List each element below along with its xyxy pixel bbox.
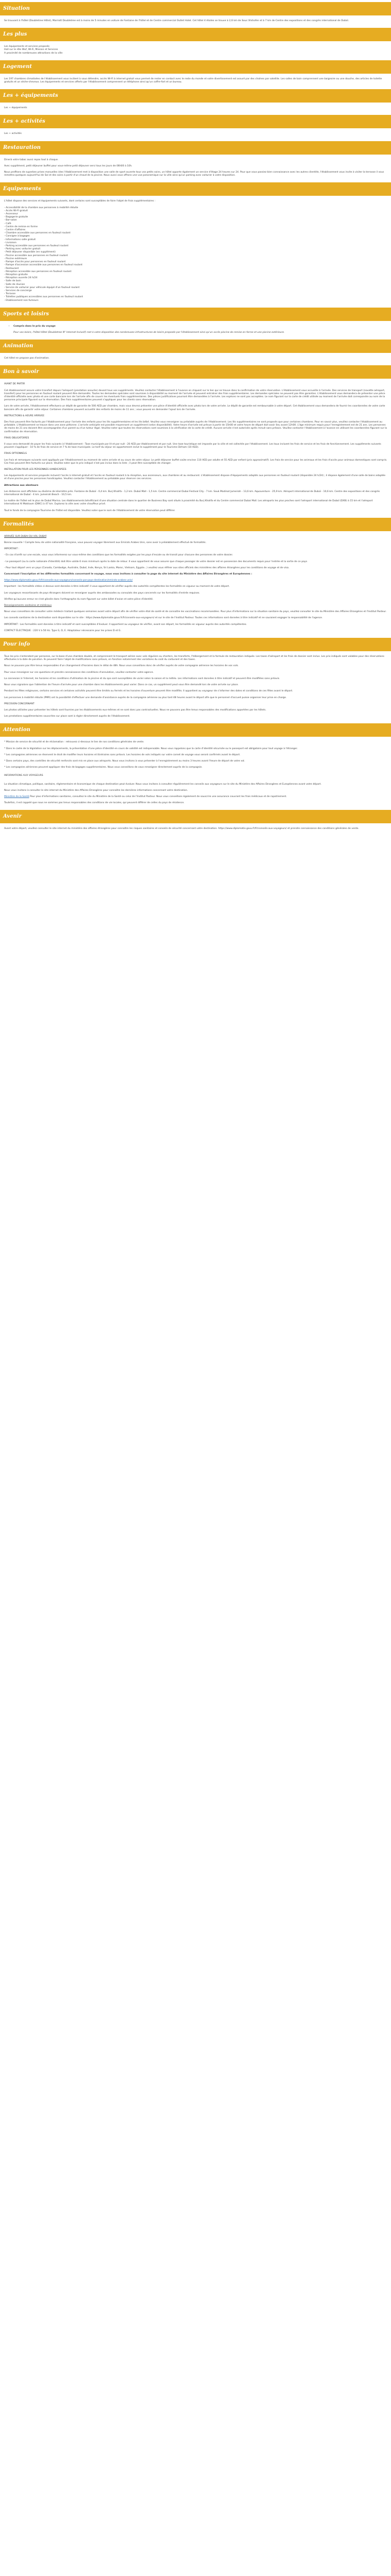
formalites-p12: CONTACT ÉLECTRIQUE : 220 V à 50 Hz. Type G, D, E. Adaptateur nécessaire pour les prises D et G. [4, 629, 121, 632]
equipement-item: - Services de concierge [4, 289, 32, 292]
equipement-item: - Petit déjeuner disponible (en supplément) [4, 251, 56, 254]
situation-section [0, 20, 391, 23]
equipement-item: - Bagagerie gratuite [4, 216, 28, 219]
section-heading-pour-info: Pour info [0, 638, 391, 651]
section-heading-avenir: Avenir [0, 810, 391, 823]
equipement-item: - Terrasse [4, 293, 16, 296]
equipement-item: - Piscine extérieure [4, 257, 27, 260]
equipement-item: - Réception accessible aux personnes en fauteuil roulant [4, 270, 72, 273]
attention-p2: Nous vous invitons à consulter le site internet du Ministère des Affaires Etrangères pour connaître les dernières informations concernant votre destination. [4, 789, 188, 792]
formalites-p10: Les conseils sanitaires de la destination sont disponibles sur le site : https://www.diplomatie.gouv.fr/fr/conseils-aux-voyageurs/ et sur le site de l'Institut Pasteur. Toutes ces informations sont données à titre indicatif et ne sauraient engager la responsabilité de l'agence. [4, 617, 323, 620]
pour-info-p6: Pendant les fêtes religieuses, certains services et certaines activités peuvent être limités ou fermés et les horaires d'ouverture peuvent être modifiés. Il appartient au voyageur de s'informer des dates et conditions de ces fêtes avant le départ. [4, 690, 293, 693]
attention-bullet: * Les compagnies aériennes se réservent le droit de modifier leurs horaires et itinéraires sans préavis. Les horaires de vols indiqués sur votre carnet de voyage vous seront confirmés avant le départ. [4, 753, 240, 756]
equipement-item: - Rampe d'accès pour personnes en fauteuil roulant [4, 261, 66, 264]
equipement-item: - Etablissement non-fumeurs [4, 299, 39, 302]
bon-a-savoir-p3: Des frais peuvent être facturés par l'établissement pour l'arrivée des enfants pour les lits supplémentaires et les lits bébé. Veuillez vous renseigner au préalable auprès de l'établissement. Les lits supplémentaires ne sont proposés que pour certaines chambres. Pour en savoir plus, veuillez contacter l'établissement au préalable. L'établissement se trouve dans une zone piétonne. L'arrivée anticipée est possible moyennant un supplément (selon disponibilité). Votre heure d'arrivée est prévue à partir de 15h00 et votre heure de départ doit avoir lieu avant 12h00. L'âge minimum requis pour l'enregistrement est de 21 ans. Les personnes de moins de 21 ans doivent être accompagnées d'un parent ou d'un tuteur légal. Veuillez noter que toutes les réservations sont soumises à la vérification de la carte de crédit. Aucune arrivée n'est autorisée après minuit sans préavis. Veuillez contacter l'établissement à l'avance en utilisant les coordonnées figurant sur la confirmation de réservation. [4, 420, 387, 433]
formalites-subtitle: ARRIVÉE SUR DUBAI DU VOL DUBAÏ [4, 535, 46, 538]
sports-bullet: • Compris dans le prix du voyage [13, 325, 388, 328]
section-heading-restauration: Restauration [0, 141, 391, 155]
equipement-item: - Livraison [4, 241, 17, 244]
ministry-link[interactable]: Ministère de la Santé [4, 795, 29, 798]
equipement-item: - Parking accessible aux personnes en fauteuil roulant [4, 245, 69, 248]
bon-a-savoir-p7: Les distances sont affichées au dixième de kilomètre près. Fontaine de Dubaï - 0,4 km. Burj Khalifa - 1,2 km. Dubaï Mall - 1,5 km. Centre commercial Dubai Festival City - 7 km. Souk Madinat Jumeirah - 13,6 km. Aquaventure - 25,9 km. Aéroport international de Dubaï - 10,6 km. Centre des expositions et des congrès international de Dubaï - 4 km. Jumeirah Beach - 10,5 km. [4, 490, 380, 497]
sports-bullets [4, 325, 388, 328]
equipements-plus-section [0, 107, 391, 110]
restauration-p3: Nous profitons de superbes prises manuelles (des l'établissement met à disposition une salle de sport ouverte tous vos petits soins, un hôtel apporte également un service d'étage 24 heures sur 24. Pour que vous passiez bien connaissance avec les autres clientèle, l'établissement vous invite à visiter la terrasse il vous remettra quelques aujourd'hui de Sol et des soins à partir d'un chaud de la piscine. Nous aussi vous offrons une vue panoramique sur la ville ainsi qu'un parking avec voiturier à votre disposition. [4, 171, 384, 177]
bon-a-savoir-p1: Cet établissement assure votre transfert depuis l'aéroport (prestation assurée) devant tous vos suppléments. Veuillez contacter l'établissement à l'avance en cliquant sur le lien qui se trouve dans la confirmation de votre réservation. L'établissement vous accueille à l'arrivée. Des services de transport (navette aéroport, transfert) pour les personnes en fauteuil roulant peuvent être demandés. Toutes les demandes spéciales sont soumises à disponibilité au moment de l'arrivée et peuvent entraîner des frais supplémentaires. Les demandes spéciales ne peuvent pas être garanties. L'établissement vous demandera de présenter une pièce d'identité officielle avec photo et une carte bancaire lors de l'arrivée afin de couvrir les éventuels frais supplémentaires. Des pièces justificatives pourront être demandées à l'arrivée. Les espèces ne sont pas acceptées. Le nom figurant sur la carte de crédit utilisée au moment de l'arrivée doit correspondre au nom de la personne principale figurant sur la réservation. Des frais supplémentaires peuvent s'appliquer pour les clients sans réservation. [4, 389, 385, 402]
formalites-p11: IMPORTANT : Les formalités sont données à titre indicatif et sont susceptibles d'évoluer. Il appartient au voyageur de vérifier, avant son départ, les formalités en vigueur auprès des autorités compétentes. [4, 623, 247, 626]
attractions-heading: Attractions aux alentours [4, 484, 39, 487]
equipement-item: - Service de voiturier pour véhicule équipé d'un fauteuil roulant [4, 286, 80, 289]
formalites-link[interactable] [4, 579, 388, 582]
equipement-item: - Restaurant [4, 267, 19, 270]
activites-plus-text: Les + activités [4, 132, 22, 135]
frais-optionnels-heading: FRAIS OPTIONNELS [4, 452, 27, 455]
formalites-p4: - Pour tout départ vers un pays (Canada, Cambodge, Australie, Dubaï, Inde, Kenya, Sri Lanka, Maroc, Vietnam, Egypte...) veuillez vous référer aux sites officiels des ministères des affaires étrangères pour les conditions de voyage et de visa. [4, 566, 289, 569]
attention-section [0, 741, 391, 805]
equipement-item: - Salle de réunion [4, 283, 25, 286]
restauration-p1: Dinerà votre tabac aussi repas tout à chaque. [4, 158, 59, 161]
equipement-item: - Réception gratuite [4, 273, 28, 276]
instructions-heading: INSTRUCTIONS & HEURE ARRIVEE [4, 414, 45, 417]
equipements-plus-text: Les + équipements [4, 107, 27, 110]
section-heading-situation: Situation [0, 2, 391, 15]
equipement-item: - Piscine accessible aux personnes en fauteuil roulant [4, 254, 68, 257]
plus-list [4, 45, 388, 55]
formalites-important: IMPORTANT : [4, 548, 20, 551]
logement-section [0, 78, 391, 84]
formalites-p6: Important : les formalités citées ci-dessus sont données à titre indicatif. Il vous appartient de vérifier auprès des autorités compétentes les formalités en vigueur au moment de votre départ. [4, 585, 230, 588]
precision-heading: PRECISION CONCERNANT [4, 702, 35, 705]
equipement-item: - Toilettes publiques accessibles aux personnes en fauteuil roulant [4, 296, 83, 299]
section-heading-animation: Animation [0, 340, 391, 353]
activites-plus-section [0, 132, 391, 135]
equipement-item: - Salle de bain [4, 280, 21, 283]
equipement-item: - Ascenseur [4, 213, 18, 216]
attention-bullet: * Les compagnies aériennes peuvent appliquer des frais de bagages supplémentaires. Nous vous conseillons de vous renseigner directement auprès de la compagnie. [4, 766, 203, 769]
formalites-p9: Nous vous conseillons de consulter votre médecin traitant quelques semaines avant votre départ afin de vérifier votre état de santé et de connaître les vaccinations recommandées. Pour plus d'informations sur la situation sanitaire du pays, veuillez consulter le site du Ministère des Affaires Etrangères et l'Institut Pasteur. [4, 611, 387, 614]
bon-a-savoir-p8: Le maître de l'hôtel est le plus de Dubaï Marina. Les établissements bénéficiant d'une situation centrale dans le quartier de Business Bay sont situés à proximité du Burj Khalifa et du Centre commercial Dubai Mall. Les aéroports les plus proches sont l'aéroport international de Dubaï (DXB) à 15 km et l'aéroport international Al Maktoum (DWC) à 47 km. Explorez la ville avec votre chauffeur privé. [4, 500, 373, 506]
pour-info-p4: La connexion à l'internet, les horaires et les conditions d'utilisation de la piscine et du spa sont susceptibles de varier selon la saison et la météo. Les informations sont données à titre indicatif et peuvent être modifiées sans préavis. [4, 677, 280, 680]
restauration-section [0, 159, 391, 178]
equipements-list [4, 207, 388, 302]
attention-p1: La situation climatique, politique, sanitaire, réglementaire et économique de chaque destination peut évoluer. Nous vous invitons à consulter régulièrement les conseils aux voyageurs sur le site du Ministère des Affaires Etrangères et Européennes avant votre départ. [4, 783, 322, 786]
animation-text: Cet hôtel ne propose pas d'animation. [4, 357, 50, 360]
animation-section [0, 357, 391, 360]
section-heading-bon-a-savoir: Bon à savoir [0, 365, 391, 379]
bon-a-savoir-p9: Tout le fonds de la compagnie Tourisme de l'hôtel est disponible. Veuillez noter que le nom de l'établissement de votre réservation peut différer. [4, 509, 175, 512]
section-heading-logement: Logement [0, 60, 391, 74]
formalites-p5: Concernant l'inscription et les différentes formalités concernant le voyage, nous vous invitons à consulter la page du site internet du Ministère des Affaires Etrangères et Européennes : [4, 573, 252, 576]
plus-item: Les équipements et services proposés [4, 45, 50, 48]
formalites-p7: Les voyageurs ressortissants de pays étrangers doivent se renseigner auprès des ambassades ou consulats des pays concernés sur les formalités d'entrée requises. [4, 591, 200, 595]
bon-a-savoir-section [0, 383, 391, 512]
avant-de-partir-heading: AVANT DE PARTIR [4, 383, 25, 386]
logement-text: Les 197 chambres climatisées de l'établissement vous incitent à vous détendre, accès Wi-Fi à internet gratuit vous permet de rester en contact avec le reste du monde et votre divertissement est assuré par des chaînes par satellite. Les salles de bain comprennent une baignoire ou une douche, des articles de toilette gratuits et un sèche-cheveux. Les équipements et services offerts par l'établissement comprennent un téléphone ainsi qu'un coffre-fort et un bureau. [4, 77, 382, 84]
pour-info-p1: Tous les prix s'entendent par personne, sur la base d'une chambre double, et comprennent le transport aérien avec vols réguliers ou charters, les transferts, l'hébergement et la formule de restauration indiquée. Les taxes d'aéroport et les frais de dossier sont inclus. Les prix indiqués sont valables pour des réservations effectuées à la date de parution. Ils peuvent faire l'objet de modifications sans préavis, en fonction notamment des variations du coût du carburant et des taxes. [4, 655, 384, 662]
situation-text: Se trouvant à l'hôtel (Doubletree Hôtel), Marriott Doubletree est à moins de 5 minutes en voiture de Fontaine de l'hôtel et de Centre commercial Outlet Hotel. Cet hôtel 4 étoiles se trouve à 2,6 km de Sous Vilshofen et à 7 km de Centre des expositions et des congrès international de Dubaï. [4, 20, 349, 22]
avenir-p1: Avant votre départ, veuillez consulter le site internet du ministère des affaires étrangères pour connaître les risques sanitaires et conseils de sécurité concernant votre destination. https://www.diplomatie.gouv.fr/fr/conseils-aux-voyageurs/ et prendre connaissance des conditions générales de vente. [4, 827, 359, 831]
formalites-p3: - Le passeport (ou la carte nationale d'identité) doit être valide 6 mois minimum après la date de retour. Il vous appartient de vous assurer que chaque passager de votre dossier est en possession des documents requis pour l'entrée et la sortie de ce pays. [4, 560, 308, 563]
plus-item: Hall sur le rôle Wuf, Wi-Fi, Mission et Services [4, 48, 58, 52]
equipement-item: - Rampe d'accession accessible aux personnes en fauteuil roulant [4, 264, 83, 267]
bon-a-savoir-p6: Les équipements et services proposés incluent l'accès à internet gratuit et l'accès en fauteuil roulant à la réception, aux ascenseurs, aux chambres et au restaurant. L'établissement dispose d'équipements adaptés aux personnes en fauteuil roulant (disponible 24 h/24) ; il dispose également d'une salle de bains adaptée et d'une piscine pour les personnes handicapées. Veuillez contacter l'établissement au préalable pour réserver ces services. [4, 474, 386, 481]
installation-heading: INSTALLATION POUR LES PERSONNES HANDICAPEES [4, 468, 67, 471]
equipement-item: - Centre d'affaires [4, 229, 26, 232]
pour-info-p3: Pour vous renseigner sur ces questions et prendre connaissance des conditions d'annulation, veuillez contacter votre agence. [4, 671, 154, 674]
pour-info-p7: Les personnes à mobilité réduite (PMR) ont la possibilité d'effectuer une demande d'assistance auprès de la compagnie aérienne au plus tard 48 heures avant le départ afin que le personnel d'accueil puisse organiser leur prise en charge. [4, 696, 287, 699]
equipement-item: - Bar-salon [4, 219, 17, 222]
diplomatie-link[interactable]: https://www.diplomatie.gouv.fr/fr/conseils-aux-voyageurs/conseils-par-pays-destination/emirats-arabes-unis/ [4, 579, 133, 582]
equipement-item: - Parking avec voiturier gratuit [4, 248, 41, 251]
pour-info-p8: Les photos utilisées pour présenter les hôtels sont fournies par les établissements eux-mêmes et ne sont donc pas contractuelles. Nous ne pouvons pas être tenus responsables des modifications apportées par les hôtels. [4, 708, 267, 711]
sports-text: Pour vos loisirs, l'hôtel Hôtel (Doubletree N° Internet Inclusif) met à votre disposition des nombreuses infrastructures de loisirs proposés par l'établissement ainsi qu'un accès piscine de remise en forme et une piscine extérieure. [13, 331, 285, 334]
formalites-p1: Bonne nouvelle ! Compte tenu de votre nationalité française, vous pouvez voyager librement aux Emirats Arabes Unis, sans avoir à préalablement effectué de formalités. [4, 541, 206, 545]
section-heading-equipements-plus: Les + équipements [0, 89, 391, 103]
formalites-section [0, 535, 391, 633]
ministry-paragraph [4, 795, 388, 799]
equipements-intro: L'hôtel dispose des services et équipements suivants, dont certains sont susceptibles de faire l'objet de frais supplémentaires : [4, 200, 156, 203]
bon-a-savoir-p5: Les frais et remarques suivants sont appliqués par l'établissement au moment de votre arrivée et au cours de votre séjour. Le petit déjeuner buffet coûte environ 110 AED par adulte et 55 AED par enfant (prix approximatif). Les frais de service pour les animaux et les frais d'accès pour animaux domestiques sont compris. Ces frais peuvent être facturés sur place. Veuillez noter que le prix indiqué n'est pas inclus dans la liste ; il peut être susceptible de changer. [4, 459, 387, 465]
equipement-item: - Accessibilité de la chambre aux personnes à mobilité réduite [4, 206, 78, 209]
bon-a-savoir-p2: Lors de votre arrivée, l'établissement effectuera un dépôt de garantie de 500 AED par chambre, mais vous devrez présenter une pièce d'identité officielle avec photo lors de votre arrivée. Le dépôt de garantie est remboursable à votre départ. Cet établissement vous demandera de fournir les coordonnées de votre carte bancaire afin de garantir votre séjour. Certaines chambres peuvent accueillir des enfants de moins de 11 ans ; vous pouvez en demander l'ajout lors de l'arrivée. [4, 405, 385, 411]
restauration-p2: Avec supplément, petit déjeuner buffet pour vous-même petit déjeuner servi tous les jours de 06h00 à 10h. [4, 164, 133, 167]
formalites-p2: - En cas d'arrêt sur une escale, vous vous informerez sur vous-même des conditions que les formalités exigées par les pays d'escale ou de transit pour chacune des personnes de votre dossier. [4, 554, 233, 557]
equipement-item: - Chambre accessible aux personnes en fauteuil roulant [4, 232, 71, 235]
sanitary-heading: Renseignements sanitaires et médicaux [4, 604, 52, 607]
attention-bullet: * Mission de service de sécurité et de réclamation : retrouvez ci-dessous le lien de nos conditions générales de vente. [4, 741, 144, 744]
formalites-p8: Vérifiez qu'aucune erreur ne s'est glissée dans l'orthographe du nom figurant sur votre billet d'avion et votre pièce d'identité. [4, 598, 154, 601]
equipement-item: - Réception ouverte 24 h/24 [4, 277, 38, 280]
section-heading-sports: Sports et loisirs [0, 308, 391, 321]
pour-info-p2: Nous ne pouvons pas être tenus responsables d'un changement d'horaires dans le délai de 48h. Nous vous conseillons donc de vérifier auprès de votre compagnie aérienne les horaires de vos vols. [4, 665, 239, 668]
bon-a-savoir-p4: Il vous sera demandé de payer les frais suivants à l'établissement : Taxe municipale par lit et par nuit : 20 AED par établissement et par nuit. Une taxe touristique est imposée par la ville et est collectée par l'établissement. Les taux incluent les frais de service et les frais de fonctionnement. Les suppléments suivants peuvent s'appliquer : 10 % de frais de service et 7 % de taxe municipale. Le tarif du séjour en appartement inclut le supplément pour le Tourisme Dirham (10 AED). [4, 443, 381, 449]
avenir-section [0, 827, 391, 831]
equipement-item: - Informations salle gratuit [4, 238, 36, 241]
pour-info-p9: Les prestations supplémentaires souscrites sur place sont à régler directement auprès de l'établissement. [4, 715, 131, 718]
section-heading-formalites: Formalités [0, 518, 391, 531]
attention-bullet: * Dans le cadre de la législation sur les déplacements, la présentation d'une pièce d'identité en cours de validité est indispensable. Nous vous rappelons que la carte d'identité sécurisée ou le passeport est obligatoire pour tout voyage à l'étranger. [4, 747, 298, 750]
equipement-item: - Café [4, 222, 11, 225]
section-heading-plus: Les plus [0, 28, 391, 41]
frais-obligatoires-heading: FRAIS OBLIGATOIRES [4, 436, 29, 439]
pour-info-p5: Nous vous signalons que l'obtention de l'heure d'arrivée pour une chambre dans les établissements peut varier. Dans ce cas, un supplément peut vous être demandé lors de votre arrivée sur place. [4, 684, 239, 687]
equipements-section [0, 200, 391, 302]
attention-p3: Toutefois, il est rappelé que nous ne sommes pas tenus responsables des conditions de vie locales, qui peuvent différer de celles du pays de résidence. [4, 802, 185, 805]
equipement-item: - Consigne à bagages [4, 235, 30, 238]
pour-info-section [0, 655, 391, 718]
equipement-item: - Centre de remise en forme [4, 225, 38, 228]
sports-section [0, 325, 391, 334]
page [0, 2, 391, 855]
informations-voyageurs-heading: INFORMATIONS AUX VOYAGEURS [4, 774, 43, 777]
section-heading-equipements: Equipements [0, 182, 391, 196]
plus-item: A proximité de nombreuses attractions de la ville [4, 52, 63, 55]
ministry-text: Pour plus d'informations sanitaires, consultez le site du Ministère de la Santé ou celui de l'Institut Pasteur. Nous vous conseillons également de souscrire une assurance couvrant les frais médicaux et de rapatriement. [30, 795, 287, 798]
section-heading-activites-plus: Les + activités [0, 115, 391, 128]
section-heading-attention: Attention [0, 723, 391, 737]
equipement-item: - Accès Wi-Fi gratuit [4, 209, 28, 212]
plus-section [0, 45, 391, 55]
attention-bullet: * Dans certains pays, des contrôles de sécurité renforcés sont mis en place aux aéroports. Nous vous invitons à vous présenter à l'enregistrement au moins 3 heures avant l'heure de départ de votre vol. [4, 759, 245, 762]
